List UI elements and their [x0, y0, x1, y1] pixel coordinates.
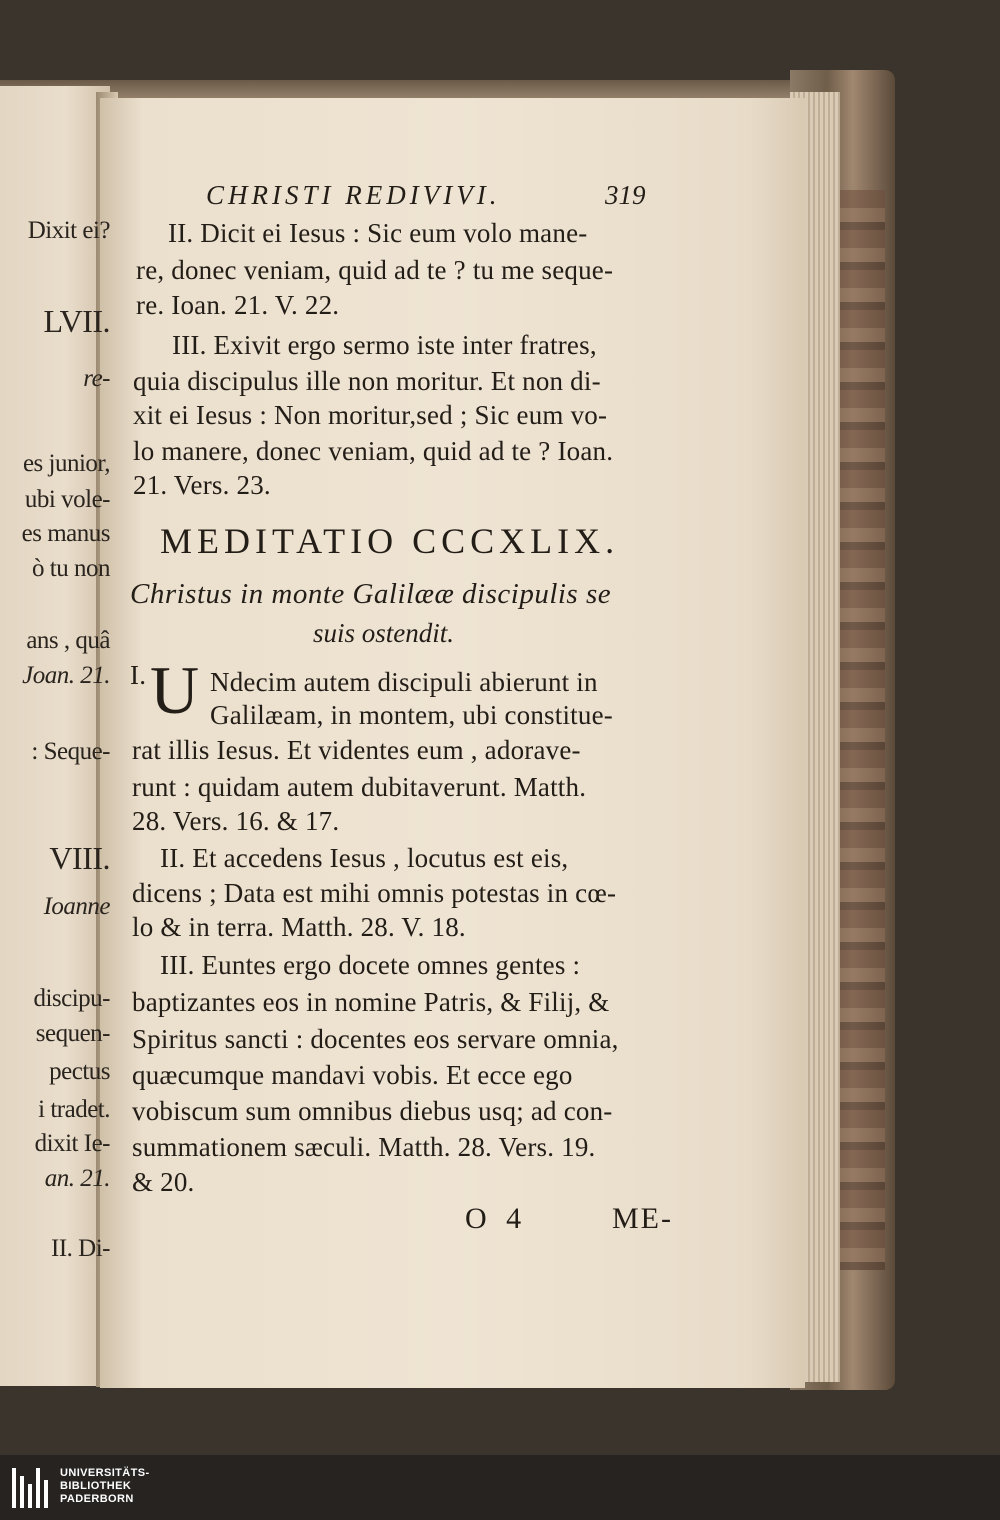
library-logo-text — [60, 1467, 150, 1506]
text-line: lo & in terra. Matth. 28. V. 18. — [132, 912, 466, 942]
section-mark: I. — [130, 660, 147, 690]
logo-line: UNIVERSITÄTS- — [60, 1467, 150, 1479]
logo-line: BIBLIOTHEK — [60, 1480, 132, 1492]
left-line: re- — [83, 365, 110, 392]
text-line: Spiritus sancti : docentes eos servare omnia, — [132, 1024, 619, 1054]
left-line: : Seque- — [31, 738, 110, 765]
left-line: ubi vole- — [24, 486, 110, 513]
meditation-subtitle: Christus in monte Galilææ discipulis se — [130, 578, 612, 610]
left-line: es manus — [21, 520, 110, 547]
text-line: quæcumque mandavi vobis. Et ecce ego — [132, 1060, 573, 1090]
text-line: re. Ioan. 21. V. 22. — [136, 290, 340, 320]
left-line: ans , quâ — [26, 627, 110, 654]
library-logo-icon — [12, 1468, 52, 1508]
text-line: baptizantes eos in nomine Patris, & Filij, & — [132, 987, 610, 1017]
left-line: sequen- — [35, 1020, 110, 1047]
drop-cap: U — [150, 652, 200, 728]
left-line: VIII. — [49, 840, 110, 876]
text-line: & 20. — [132, 1167, 195, 1197]
left-line: dixit Ie- — [34, 1130, 110, 1157]
left-line: es junior, — [22, 450, 110, 477]
left-line: i tradet. — [38, 1096, 110, 1123]
text-line: summationem sæculi. Matth. 28. Vers. 19. — [132, 1132, 596, 1162]
text-line: lo manere, donec veniam, quid ad te ? Ioan. — [133, 436, 614, 466]
left-line: Joan. 21. — [22, 662, 110, 689]
text-line: vobiscum sum omnibus diebus usq; ad con- — [132, 1096, 613, 1126]
logo-line: PADERBORN — [60, 1493, 134, 1505]
running-head: CHRISTI REDIVIVI. — [206, 180, 501, 210]
text-line: III. Euntes ergo docete omnes gentes : — [160, 950, 581, 980]
text-line: 28. Vers. 16. & 17. — [132, 806, 340, 836]
left-line: an. 21. — [44, 1165, 110, 1192]
left-line: Ioanne — [43, 893, 110, 920]
left-line: LVII. — [43, 303, 110, 339]
page-number: 319 — [605, 180, 646, 210]
text-line: Galilæam, in montem, ubi constitue- — [210, 700, 613, 730]
text-line: runt : quidam autem dubitaverunt. Matth. — [132, 772, 587, 802]
left-line: pectus — [49, 1058, 110, 1085]
text-line: dicens ; Data est mihi omnis potestas in cœ- — [132, 878, 617, 908]
text-line: II. Et accedens Iesus , locutus est eis, — [160, 843, 569, 873]
text-line: re, donec veniam, quid ad te ? tu me seque- — [136, 255, 614, 285]
footer-bar — [0, 1455, 1000, 1520]
left-line: discipu- — [33, 985, 110, 1012]
catchword: ME- — [612, 1202, 673, 1235]
text-line: xit ei Iesus : Non moritur,sed ; Sic eum vo- — [133, 400, 608, 430]
text-line: 21. Vers. 23. — [133, 470, 271, 500]
signature-mark: O 4 — [465, 1202, 528, 1235]
text-line: Ndecim autem discipuli abierunt in — [210, 667, 598, 697]
meditation-subtitle-cont: suis ostendit. — [313, 618, 455, 648]
text-line: quia discipulus ille non moritur. Et non di- — [133, 366, 601, 396]
text-line: III. Exivit ergo sermo iste inter fratres, — [172, 330, 597, 360]
text-line: rat illis Iesus. Et videntes eum , adorave- — [132, 735, 581, 765]
meditation-title: MEDITATIO CCCXLIX. — [160, 521, 620, 561]
text-line: II. Dicit ei Iesus : Sic eum volo mane- — [168, 218, 588, 248]
left-line: ò tu non — [32, 555, 110, 582]
left-line: II. Di- — [51, 1235, 110, 1262]
left-line: Dixit ei? — [27, 217, 110, 244]
